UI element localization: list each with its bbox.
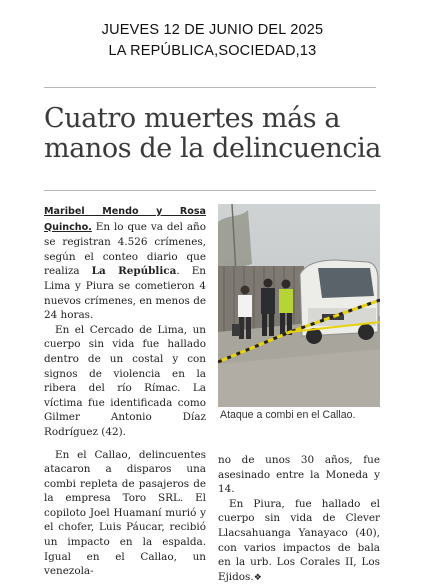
photo-caption: Ataque a combi en el Callao. — [220, 409, 356, 421]
article-column-2 — [218, 453, 380, 585]
headline-divider — [44, 190, 376, 191]
photo-illustration — [218, 204, 380, 407]
header-date: JUEVES 12 DE JUNIO DEL 2025 — [101, 22, 324, 38]
paragraph-5-text: En Piura, fue hallado el cuerpo sin vida de Clever Llacsahuanga Yanayaco (40), con varios impactos de bala en la urb. Los Corales II, Los Ejidos. — [218, 497, 380, 583]
headline-line-2: manos de la delincuencia — [44, 133, 381, 164]
paragraph-1-text-b: . En Lima y Piura se cometieron 4 nuevos crímenes, en menos de 24 horas. — [44, 265, 206, 322]
news-photo — [218, 204, 380, 407]
paragraph-4: no de unos 30 años, fue asesinado entre la Moneda y 14. — [218, 454, 380, 496]
paragraph-3: En el Callao, delincuentes atacaron a disparos una combi repleta de pasajeros de la empresa Toro SRL. El copiloto Joel Huamaní murió y el chofer, Luis Páucar, recibió un impacto en la espalda. Igual en el Callao, un venezola- — [44, 448, 206, 578]
newspaper-name: La República — [91, 265, 177, 278]
publication-header — [0, 20, 425, 62]
paragraph-1-text-a: En lo que va del año se registran 4.526 crímenes, según el conteo diario que realiza — [44, 220, 206, 278]
end-mark: ❖ — [253, 572, 262, 583]
paragraph-5 — [218, 497, 380, 585]
header-source: LA REPÚBLICA,SOCIEDAD,13 — [108, 43, 317, 59]
paragraph-2: En el Cercado de Lima, un cuerpo sin vida fue hallado dentro de un costal y con signos de violencia en la ribera del río Rímac. La víctima fue identificada como Gilmer Antonio Díaz Rodríguez (42). — [44, 323, 206, 438]
paragraph-1 — [44, 204, 206, 323]
article-column-1 — [44, 204, 206, 579]
top-divider — [44, 87, 376, 88]
byline: Maribel Mendo y Rosa Quincho. — [44, 206, 206, 233]
headline-line-1: Cuatro muertes más a — [44, 103, 341, 134]
article-headline — [44, 104, 384, 164]
